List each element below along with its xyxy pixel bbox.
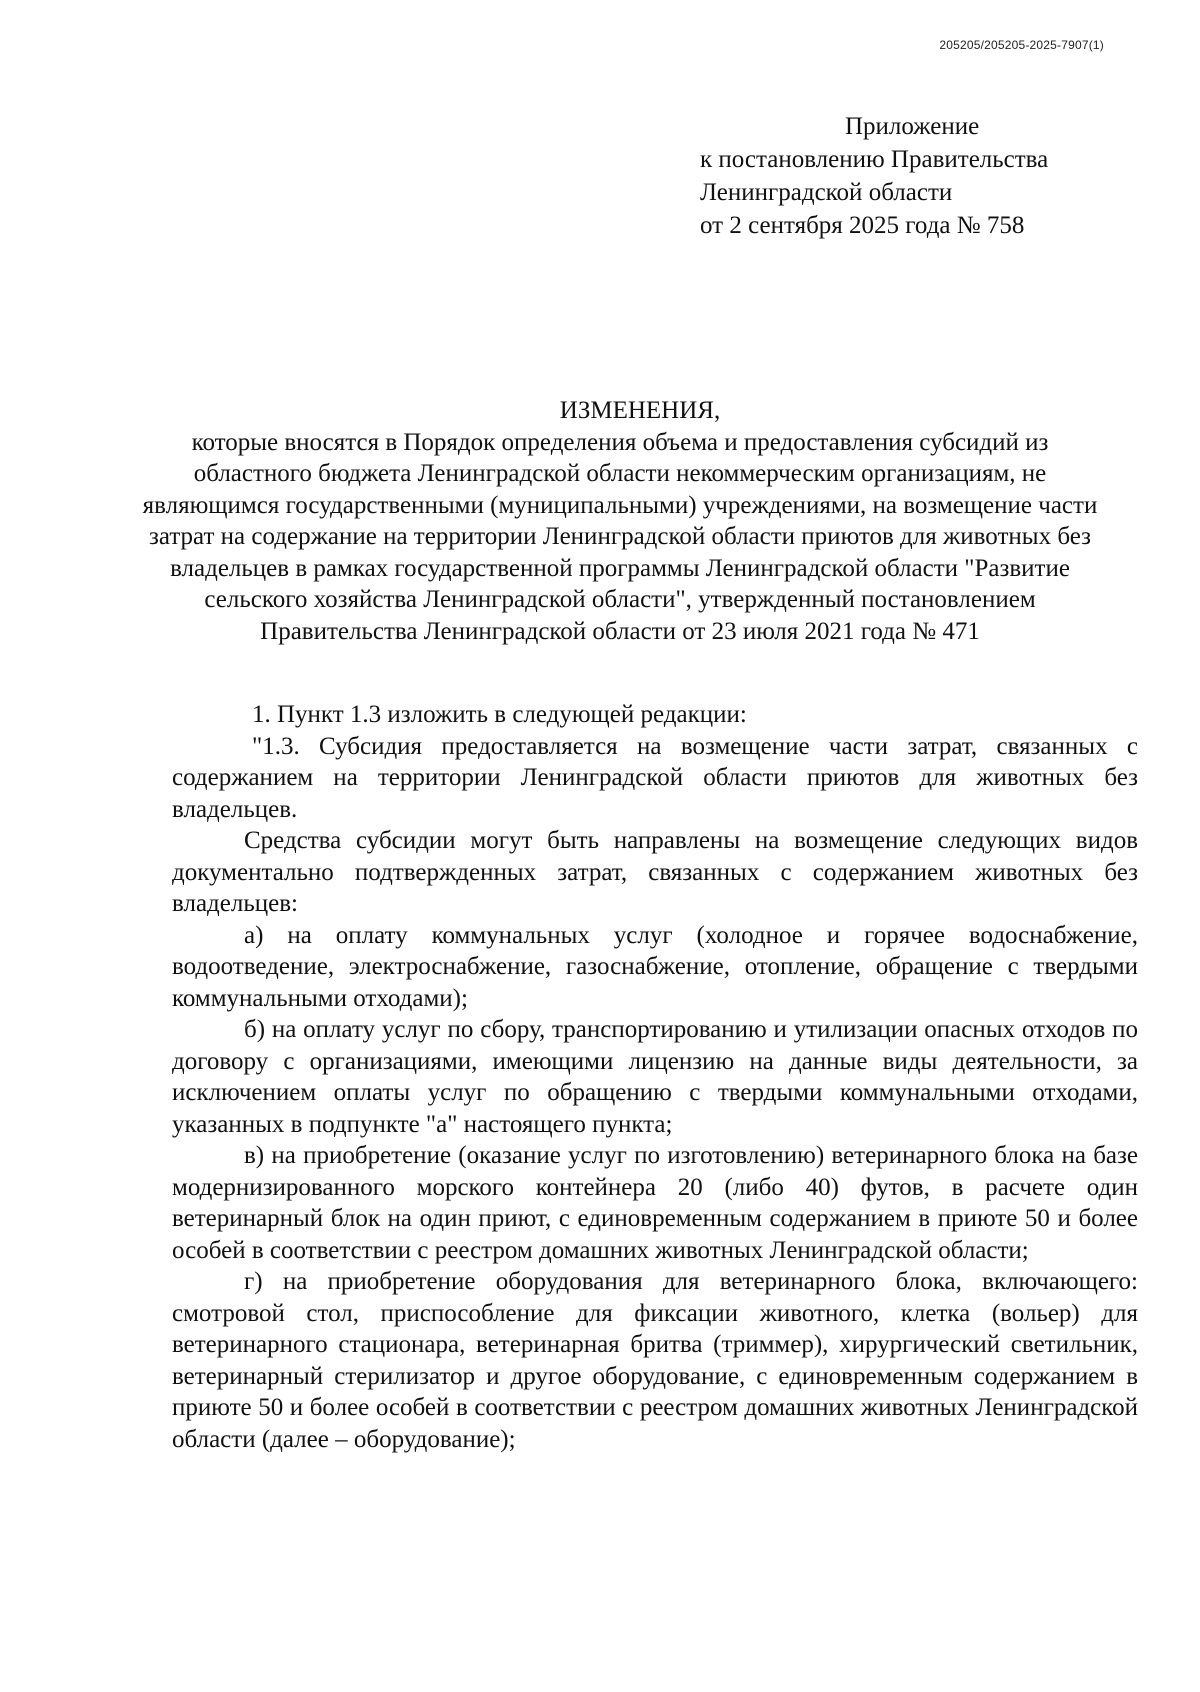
document-heading xyxy=(140,395,1100,647)
paragraph-item-1-3: "1.3. Субсидия предоставляется на возмещение части затрат, связанных с содержанием на территории Ленинградской области приютов для животных без владельцев. xyxy=(172,732,1138,823)
approval-line-date-number: от 2 сентября 2025 года № 758 xyxy=(700,212,1025,239)
document-body xyxy=(172,699,1138,1455)
approval-line-appendix: Приложение xyxy=(845,113,980,140)
paragraph-subitem-g: г) на приобретение оборудования для ветеринарного блока, включающего: смотровой стол, приспособление для фиксации животного, клетка (вольер) для ветеринарного стационара, ветеринарная бритва (триммер), хирургический светильник, ветеринарный стерилизатор и другое оборудование, с единовременным содержанием в приюте 50 и более особей в соответствии с реестром домашних животных Ленинградской области (далее – оборудование); xyxy=(172,1268,1138,1453)
paragraph-subitem-b: б) на оплату услуг по сбору, транспортированию и утилизации опасных отходов по договору с организациями, имеющими лицензию на данные виды деятельности, за исключением оплаты услуг по обращению с твердыми коммунальными отходами, указанных в подпункте "а" настоящего пункта; xyxy=(172,1016,1138,1138)
document-subtitle: которые вносятся в Порядок определения объема и предоставления субсидий из областного бюджета Ленинградской области некоммерческим организациям, не являющимся государственными (муниципальными) учреждениями, на возмещение части затрат на содержание на территории Ленинградской области приютов для животных без владельцев в рамках государственной программы Ленинградской области "Развитие сельского хозяйства Ленинградской области", утвержденный постановлением Правительства Ленинградской области от 23 июля 2021 года № 471 xyxy=(142,428,1098,645)
paragraph-expense-types: Средства субсидии могут быть направлены на возмещение следующих видов документально подтвержденных затрат, связанных с содержанием животных без владельцев: xyxy=(172,827,1138,917)
document-title: ИЗМЕНЕНИЯ, xyxy=(559,397,721,424)
paragraph-item-1: 1. Пункт 1.3 изложить в следующей редакции: xyxy=(252,701,747,728)
approval-block xyxy=(700,110,1120,242)
document-id: 205205/205205-2025-7907(1) xyxy=(939,38,1104,52)
approval-line-region: Ленинградской области xyxy=(700,179,953,206)
paragraph-subitem-v: в) на приобретение (оказание услуг по изготовлению) ветеринарного блока на базе модернизированного морского контейнера 20 (либо 40) футов, в расчете один ветеринарный блок на один приют, с единовременным содержанием в приюте 50 и более особей в соответствии с реестром домашних животных Ленинградской области; xyxy=(172,1142,1138,1264)
paragraph-subitem-a: а) на оплату коммунальных услуг (холодное и горячее водоснабжение, водоотведение, электроснабжение, газоснабжение, отопление, обращение с твердыми коммунальными отходами); xyxy=(172,921,1138,1012)
approval-line-decree: к постановлению Правительства xyxy=(700,146,1049,173)
